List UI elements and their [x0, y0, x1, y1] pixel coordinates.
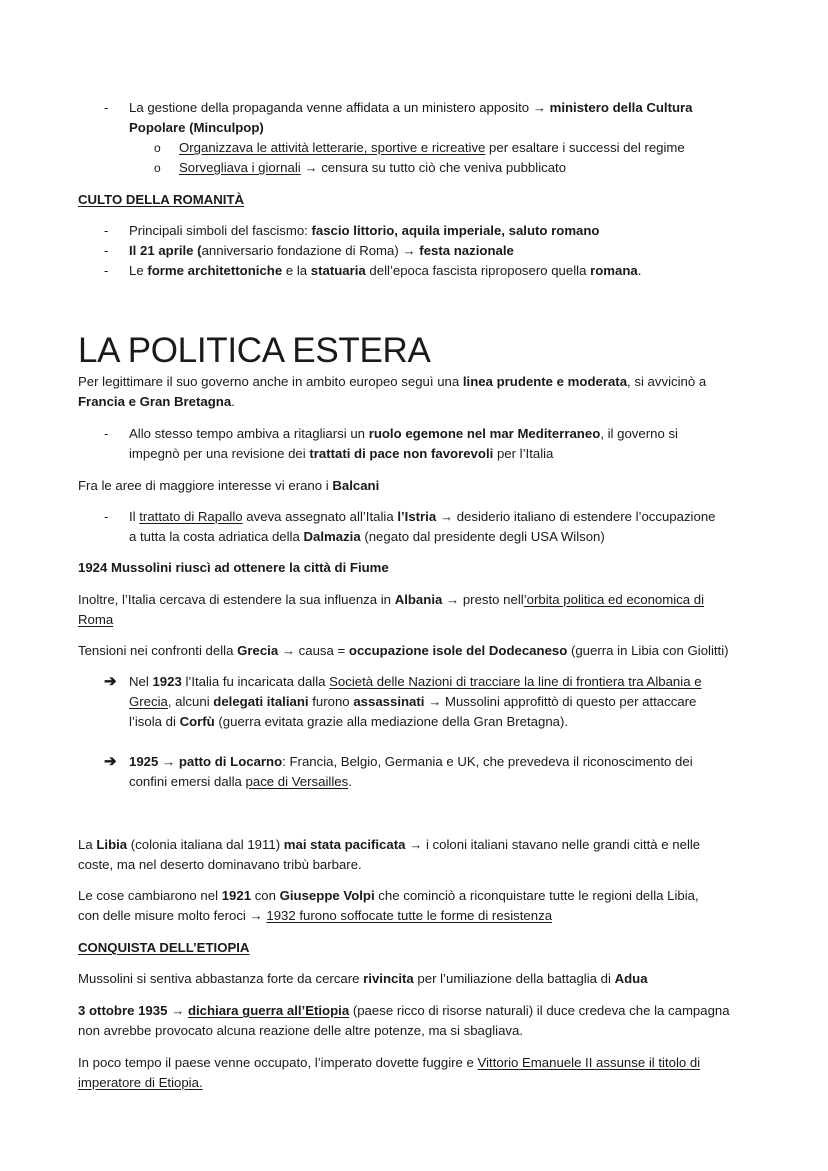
grecia-line: Tensioni nei confronti della Grecia → causa = occupazione isole del Dodecaneso (guerra in Libia con Giolitti) — [78, 643, 729, 658]
arrow-bullet-icon: ➔ — [104, 673, 117, 690]
locarno-line-1: 1925 → patto di Locarno: Francia, Belgio, Germania e UK, che prevedeva il riconoscimento dei — [129, 754, 693, 769]
libia-line-2: coste, ma nel deserto dominavano tribù barbare. — [78, 857, 362, 872]
corfu-line-1: Nel 1923 l’Italia fu incaricata dalla Società delle Nazioni di tracciare la line di frontiera tra Albania e — [129, 674, 702, 689]
rapallo-line-2: a tutta la costa adriatica della Dalmazia (negato dal presidente degli USA Wilson) — [129, 529, 605, 544]
propaganda-line-1: La gestione della propaganda venne affidata a un ministero apposito → ministero della Cultura — [129, 100, 693, 115]
section-title: LA POLITICA ESTERA — [78, 331, 431, 370]
guerra-etiopia-line-2: non avrebbe provocato alcuna reazione delle altre potenze, ma si sbagliava. — [78, 1023, 523, 1038]
libia-line-1: La Libia (colonia italiana dal 1911) mai stata pacificata → i coloni italiani stavano nelle grandi città e nelle — [78, 837, 701, 852]
minculpop-sub-1: Organizzava le attività letterarie, sportive e ricreative per esaltare i successi del regime — [179, 140, 685, 155]
albania-line-2: Roma — [78, 612, 114, 627]
politica-intro-line-2: Francia e Gran Bretagna. — [78, 394, 235, 409]
politica-intro-line-1: Per legittimare il suo governo anche in ambito europeo seguì una linea prudente e moderata, si avvicinò a — [78, 374, 707, 389]
rapallo-line-1: Il trattato di Rapallo aveva assegnato all’Italia l’Istria → desiderio italiano di estendere l’occupazione — [129, 509, 716, 524]
etiopia-title: CONQUISTA DELL’ETIOPIA — [78, 940, 250, 955]
volpi-line-2: con delle misure molto feroci → 1932 furono soffocate tutte le forme di resistenza — [78, 908, 553, 923]
arrow-bullet-icon: ➔ — [104, 753, 117, 770]
culto-item-1: Principali simboli del fascismo: fascio littorio, aquila imperiale, saluto romano — [129, 223, 600, 238]
adua-line: Mussolini si sentiva abbastanza forte da cercare rivincita per l’umiliazione della battaglia di Adua — [78, 971, 648, 986]
occupazione-line-2: imperatore di Etiopia. — [78, 1075, 203, 1090]
list-dash: - — [104, 509, 109, 524]
culto-item-3: Le forme architettoniche e la statuaria dell’epoca fascista riproposero quella romana. — [129, 263, 642, 278]
volpi-line-1: Le cose cambiarono nel 1921 con Giuseppe Volpi che cominciò a riconquistare tutte le regioni della Libia, — [78, 888, 699, 903]
list-dash: - — [104, 223, 109, 238]
propaganda-line-2: Popolare (Minculpop) — [129, 120, 264, 135]
list-dash: - — [104, 243, 109, 258]
list-dash: - — [104, 100, 109, 115]
list-dash: - — [104, 426, 109, 441]
guerra-etiopia-line-1: 3 ottobre 1935 → dichiara guerra all’Etiopia (paese ricco di risorse naturali) il duce credeva che la campagna — [78, 1003, 730, 1018]
mediterraneo-line-2: impegnò per una revisione dei trattati di pace non favorevoli per l’Italia — [129, 446, 554, 461]
occupazione-line-1: In poco tempo il paese venne occupato, l’imperato dovette fuggire e Vittorio Emanuele II assunse il titolo di — [78, 1055, 701, 1070]
locarno-line-2: confini emersi dalla pace di Versailles. — [129, 774, 352, 789]
culto-item-2: Il 21 aprile (anniversario fondazione di Roma) → festa nazionale — [129, 243, 514, 258]
fiume-line: 1924 Mussolini riuscì ad ottenere la città di Fiume — [78, 560, 389, 575]
sublist-circle: o — [154, 161, 161, 175]
list-dash: - — [104, 263, 109, 278]
corfu-line-3: l’isola di Corfù (guerra evitata grazie alla mediazione della Gran Bretagna). — [129, 714, 569, 729]
sublist-circle: o — [154, 141, 161, 155]
mediterraneo-line-1: Allo stesso tempo ambiva a ritagliarsi un ruolo egemone nel mar Mediterraneo, il governo si — [129, 426, 678, 441]
minculpop-sub-2: Sorvegliava i giornali → censura su tutto ciò che veniva pubblicato — [179, 160, 567, 175]
corfu-line-2: Grecia, alcuni delegati italiani furono assassinati → Mussolini approfittò di questo per attaccare — [129, 694, 697, 709]
albania-line-1: Inoltre, l’Italia cercava di estendere la sua influenza in Albania → presto nell’orbita politica ed economica di — [78, 592, 705, 607]
culto-title: CULTO DELLA ROMANITÀ — [78, 192, 245, 207]
balcani-line: Fra le aree di maggiore interesse vi erano i Balcani — [78, 478, 380, 493]
